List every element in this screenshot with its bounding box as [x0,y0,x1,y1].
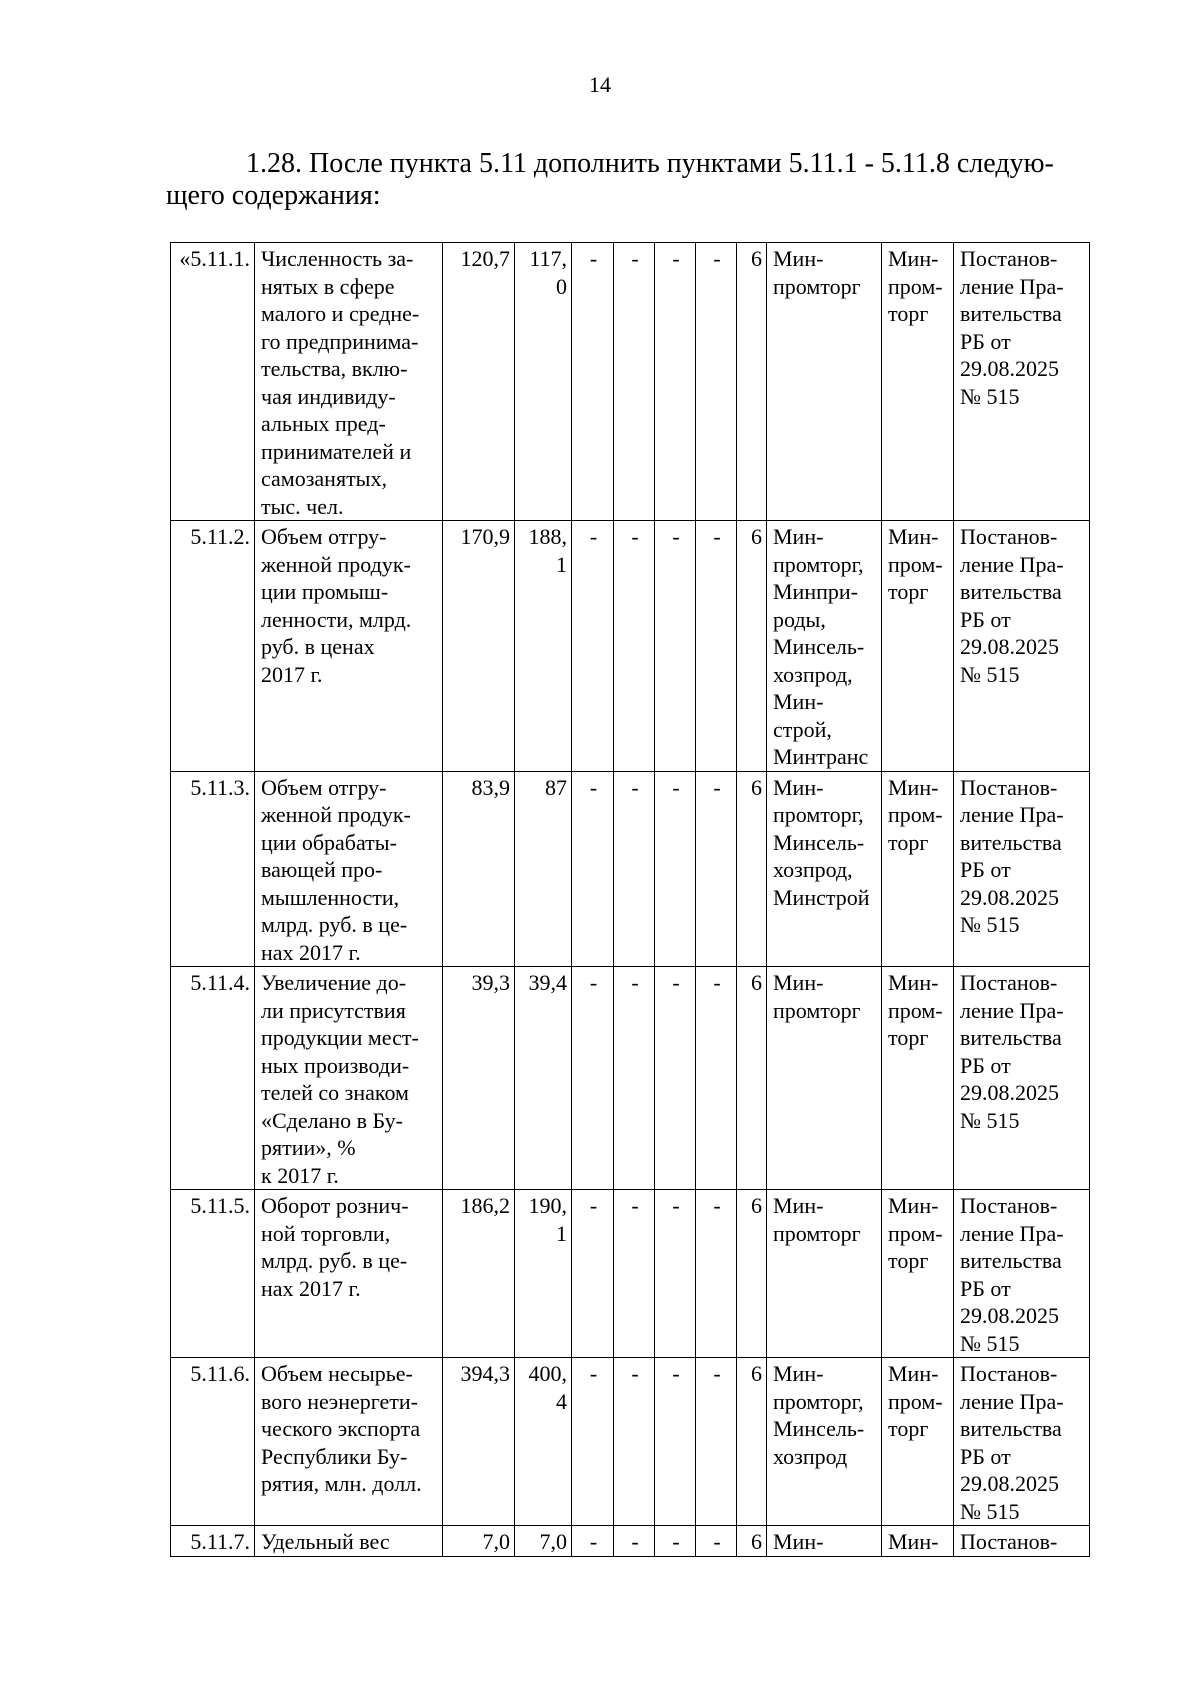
intro-line-2: щего содержания: [166,180,381,211]
value-6-text: - [713,1193,721,1218]
indicator-name [255,771,443,967]
code-cell [737,521,767,772]
value-6-text: - [713,1361,721,1386]
value-2-text: 39,4 [528,970,567,995]
value-3 [572,771,614,967]
value-1-text: 7,0 [482,1529,510,1554]
indicators-table [170,242,1090,1557]
value-3 [572,1526,614,1557]
coordinator [882,771,954,967]
value-1-text: 394,3 [460,1361,510,1386]
legal-basis [954,1190,1090,1358]
indicator-name [255,967,443,1190]
value-2-text: 117,0 [529,246,567,299]
value-6 [696,967,737,1190]
value-4 [614,771,655,967]
legal-basis [954,243,1090,521]
legal-basis-text: Постанов- ление Пра- вительства РБ от 29.08.2025 № 515 [960,774,1064,937]
indicator-name-text: Удельный вес [261,1529,390,1554]
value-5 [655,243,696,521]
coordinator [882,1190,954,1358]
row-number [171,521,255,772]
table-row [171,521,1090,772]
value-2 [515,1526,572,1557]
value-5 [655,1526,696,1557]
value-1 [443,521,515,772]
value-1-text: 83,9 [471,774,510,800]
indicator-name [255,1526,443,1557]
legal-basis [954,771,1090,967]
table-row [171,1358,1090,1526]
responsible-executors-text: Мин- промторг, Минсель- хозпрод, Минстрой [773,774,870,910]
responsible-executors-text: Мин- промторг, Минпри- роды, Минсель- хозпрод, Мин- строй, Минтранс [773,524,869,769]
code-cell [737,1358,767,1526]
legal-basis [954,1358,1090,1526]
indicator-name [255,1190,443,1358]
value-4-text: - [631,970,639,995]
row-number-text: «5.11.1. [179,246,250,271]
legal-basis-text: Постанов- ление Пра- вительства РБ от 29.08.2025 № 515 [960,1361,1064,1524]
value-4 [614,1190,655,1358]
code-cell [737,243,767,521]
value-3-text: - [589,1529,598,1554]
value-6-text: - [713,524,721,549]
value-5-text: - [672,970,680,995]
table-row [171,1526,1090,1557]
value-1 [443,243,515,521]
row-number [171,967,255,1190]
value-5-text: - [672,1193,680,1218]
legal-basis-text: Постанов- ление Пра- вительства РБ от 29.08.2025 № 515 [960,1193,1064,1356]
value-4 [614,521,655,772]
code-cell-text: 6 [751,524,762,549]
value-2 [515,1358,572,1526]
value-3 [572,243,614,521]
value-4-text: - [631,1361,639,1386]
value-5 [655,1190,696,1358]
responsible-executors-text: Мин- промторг [773,1193,861,1246]
coordinator-text: Мин- пром- торг [888,1361,943,1441]
responsible-executors [767,1190,882,1358]
coordinator-text: Мин- пром- торг [888,1193,943,1273]
code-cell-text: 6 [751,246,762,271]
code-cell-text: 6 [751,1193,762,1218]
table-row [171,967,1090,1190]
row-number [171,1190,255,1358]
code-cell [737,1526,767,1557]
value-2-text: 188,1 [528,524,567,577]
value-2 [515,521,572,772]
coordinator-text: Мин- пром- торг [888,774,943,855]
value-3 [572,967,614,1190]
indicator-name-text: Оборот рознич- ной торговли, млрд. руб. в це- нах 2017 г. [261,1193,409,1301]
code-cell-text: 6 [751,1529,762,1554]
value-1-text: 170,9 [460,524,510,549]
legal-basis [954,967,1090,1190]
value-5-text: - [672,1361,680,1386]
row-number-text: 5.11.6. [190,1361,250,1386]
value-4-text: - [631,246,639,271]
responsible-executors [767,967,882,1190]
value-2 [515,967,572,1190]
value-3 [572,521,614,772]
value-4 [614,1526,655,1557]
value-5 [655,1358,696,1526]
legal-basis-text: Постанов- ление Пра- вительства РБ от 29.08.2025 № 515 [960,524,1064,687]
legal-basis [954,521,1090,772]
value-2 [515,1190,572,1358]
value-3-text: - [589,524,598,549]
coordinator [882,967,954,1190]
value-5-text: - [672,774,680,800]
value-5 [655,967,696,1190]
coordinator-text: Мин- пром- торг [888,246,943,326]
intro-paragraph [166,148,1088,212]
value-6-text: - [713,1529,721,1554]
value-6 [696,1358,737,1526]
code-cell-text: 6 [751,774,762,800]
value-3-text: - [589,774,598,800]
indicator-name-text: Объем отгру- женной продук- ции обрабаты- вающей про- мышленности, млрд. руб. в це- нах 2017 г. [261,774,411,965]
value-1 [443,1526,515,1557]
responsible-executors-text: Мин- [773,1529,824,1554]
value-4 [614,243,655,521]
value-1-text: 186,2 [460,1193,510,1218]
value-2 [515,771,572,967]
value-6-text: - [713,774,721,800]
value-2 [515,243,572,521]
value-5-text: - [672,246,680,271]
row-number [171,1358,255,1526]
value-6 [696,243,737,521]
responsible-executors [767,1526,882,1557]
table-row [171,771,1090,967]
indicator-name [255,521,443,772]
value-3-text: - [589,1361,598,1386]
legal-basis [954,1526,1090,1557]
value-1 [443,1190,515,1358]
value-2-text: 400,4 [528,1361,567,1414]
coordinator [882,1358,954,1526]
value-4-text: - [631,524,639,549]
row-number-text: 5.11.2. [190,524,250,549]
value-4 [614,1358,655,1526]
value-2-text: 87 [545,774,567,800]
value-6 [696,521,737,772]
row-number-text: 5.11.3. [190,774,250,800]
code-cell [737,1190,767,1358]
value-5 [655,771,696,967]
responsible-executors-text: Мин- промторг, Минсель- хозпрод [773,1361,865,1469]
coordinator [882,243,954,521]
value-3 [572,1190,614,1358]
responsible-executors-text: Мин- промторг [773,246,861,299]
value-3-text: - [589,1193,598,1218]
responsible-executors-text: Мин- промторг [773,970,861,1023]
value-4-text: - [631,774,639,800]
value-2-text: 7,0 [539,1529,567,1554]
legal-basis-text: Постанов- ление Пра- вительства РБ от 29.08.2025 № 515 [960,970,1064,1133]
value-5-text: - [672,1529,680,1554]
coordinator-text: Мин- пром- торг [888,970,943,1050]
indicator-name-text: Увеличение до- ли присутствия продукции мест- ных производи- телей со знаком «Сделано в Бу- рятии», % к 2017 г. [261,970,419,1188]
indicator-name-text: Численность за- нятых в сфере малого и средне- го предпринима- тельства, вклю- чая индивиду- альных пред- принимателей и самозанятых, тыс. чел. [261,246,420,519]
value-6-text: - [713,246,721,271]
code-cell-text: 6 [751,970,762,995]
row-number [171,1526,255,1557]
responsible-executors [767,243,882,521]
coordinator-text: Мин- пром- торг [888,524,943,604]
indicator-name-text: Объем несырье- вого неэнергети- ческого экспорта Республики Бу- рятия, млн. долл. [261,1361,422,1496]
indicator-name-text: Объем отгру- женной продук- ции промыш- ленности, млрд. руб. в ценах 2017 г. [261,524,412,687]
value-2-text: 190,1 [528,1193,567,1246]
code-cell [737,967,767,1190]
responsible-executors [767,521,882,772]
value-5-text: - [672,524,680,549]
value-4-text: - [631,1529,639,1554]
value-4-text: - [631,1193,639,1218]
value-3-text: - [589,970,598,995]
code-cell [737,771,767,967]
row-number [171,771,255,967]
value-6-text: - [713,970,721,995]
value-3 [572,1358,614,1526]
legal-basis-text: Постанов- ление Пра- вительства РБ от 29.08.2025 № 515 [960,246,1064,409]
legal-basis-text: Постанов- [960,1529,1058,1554]
value-6 [696,1190,737,1358]
value-5 [655,521,696,772]
table-row [171,243,1090,521]
row-number-text: 5.11.5. [190,1193,250,1218]
row-number [171,243,255,521]
indicator-name [255,1358,443,1526]
coordinator [882,1526,954,1557]
value-4 [614,967,655,1190]
code-cell-text: 6 [751,1361,762,1386]
value-6 [696,1526,737,1557]
intro-line-1: 1.28. После пункта 5.11 дополнить пунктами 5.11.1 - 5.11.8 следую- [246,148,1054,179]
value-6 [696,771,737,967]
responsible-executors [767,771,882,967]
table-body [171,243,1090,1557]
table-row [171,1190,1090,1358]
coordinator-text: Мин- [888,1529,939,1554]
value-1-text: 120,7 [460,246,510,271]
value-1 [443,967,515,1190]
row-number-text: 5.11.4. [190,970,250,995]
responsible-executors [767,1358,882,1526]
value-1-text: 39,3 [471,970,510,995]
coordinator [882,521,954,772]
value-3-text: - [589,246,598,271]
value-1 [443,1358,515,1526]
value-1 [443,771,515,967]
indicator-name [255,243,443,521]
page-number: 14 [589,72,611,97]
row-number-text: 5.11.7. [190,1529,250,1554]
